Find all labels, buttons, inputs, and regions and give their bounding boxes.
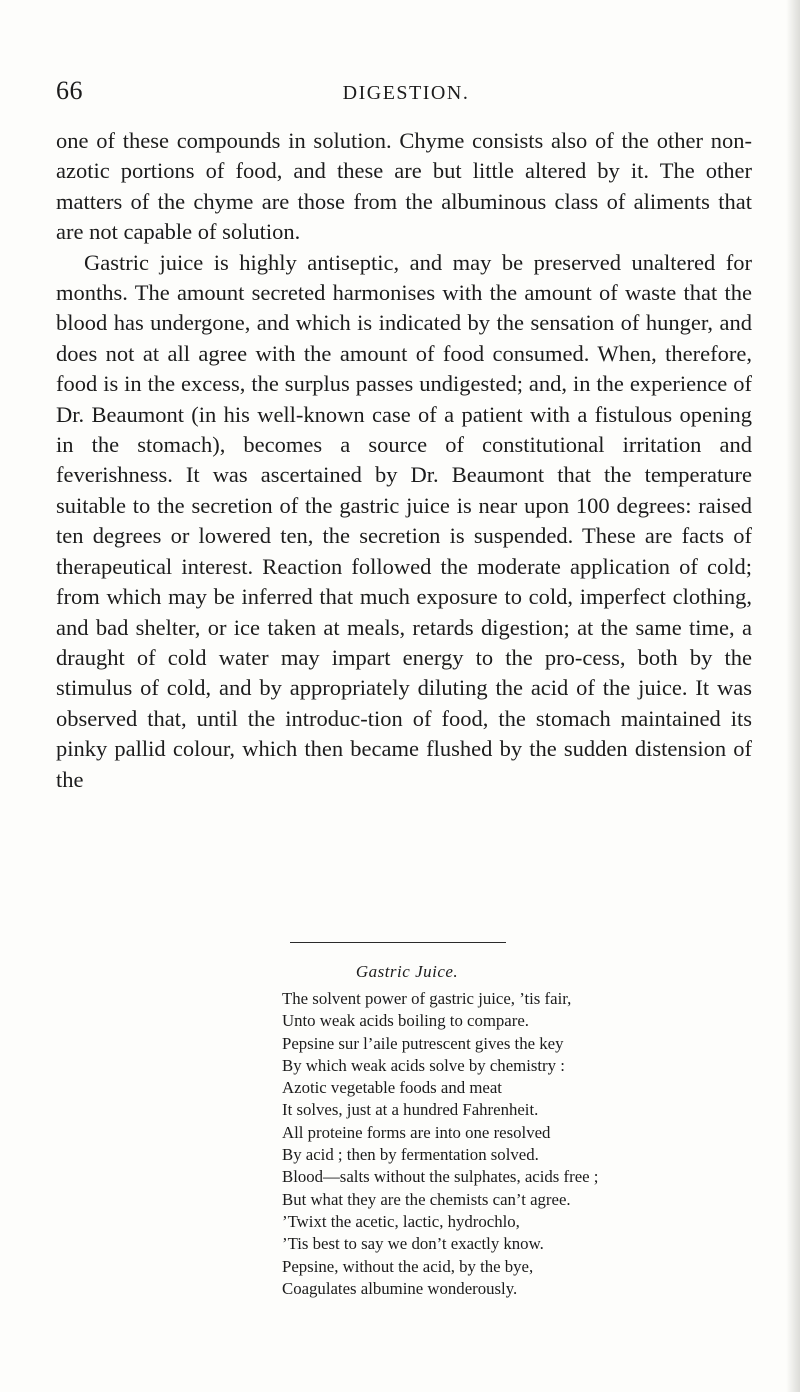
poem-line: By which weak acids solve by chemistry : <box>282 1055 565 1075</box>
poem-line: By acid ; then by fermentation solved. <box>282 1145 539 1165</box>
poem-line: Pepsine, without the acid, by the bye, <box>282 1256 534 1276</box>
page-header <box>56 76 756 110</box>
poem-line: Pepsine sur l’aile putrescent gives the key <box>282 1033 564 1053</box>
poem <box>282 960 742 1300</box>
paragraph: one of these compounds in solution. Chyme consists also of the other non-azotic portions of food, and these are but little altered by it. The other matters of the chyme are those from the albuminous class of aliments that are not capable of solution. <box>56 128 752 245</box>
section-divider <box>290 942 506 943</box>
page-edge-shadow <box>786 0 800 1392</box>
paragraph: Gastric juice is highly antiseptic, and may be preserved unaltered for months. The amount secreted harmonises with the amount of waste that the blood has undergone, and which is indicated by the sensation of hunger, and does not at all agree with the amount of food consumed. When, therefore, food is in the excess, the surplus passes undigested; and, in the experience of Dr. Beaumont (in his well-known case of a patient with a fistulous opening in the stomach), becomes a source of constitutional irritation and feverishness. It was ascertained by Dr. Beaumont that the temperature suitable to the secretion of the gastric juice is near upon 100 degrees: raised ten degrees or lowered ten, the secretion is suspended. These are facts of therapeutical interest. Reaction followed the moderate application of cold; from which may be inferred that much exposure to cold, imperfect clothing, and bad shelter, or ice taken at meals, retards digestion; at the same time, a draught of cold water may impart energy to the pro-cess, both by the stimulus of cold, and by appropriately diluting the acid of the juice. It was observed that, until the introduc-tion of food, the stomach maintained its pinky pallid colour, which then became flushed by the sudden distension of the <box>56 249 752 792</box>
poem-line: ’Tis best to say we don’t exactly know. <box>282 1234 544 1254</box>
page-number: 66 <box>56 76 83 105</box>
poem-line: The solvent power of gastric juice, ’tis fair, <box>282 989 572 1008</box>
poem-line: It solves, just at a hundred Fahrenheit. <box>282 1100 539 1120</box>
poem-line: Coagulates albumine wonderously. <box>282 1278 518 1298</box>
body-text <box>56 126 752 795</box>
poem-line: All proteine forms are into one resolved <box>282 1122 551 1142</box>
poem-line: Azotic vegetable foods and meat <box>282 1078 502 1098</box>
running-head: DIGESTION. <box>342 82 470 104</box>
poem-title: Gastric Juice. <box>355 962 459 981</box>
poem-line: ’Twixt the acetic, lactic, hydrochlo, <box>282 1211 520 1231</box>
poem-line: But what they are the chemists can’t agree. <box>282 1189 571 1209</box>
poem-line: Unto weak acids boiling to compare. <box>282 1011 529 1031</box>
poem-line: Blood—salts without the sulphates, acids free ; <box>282 1167 599 1187</box>
